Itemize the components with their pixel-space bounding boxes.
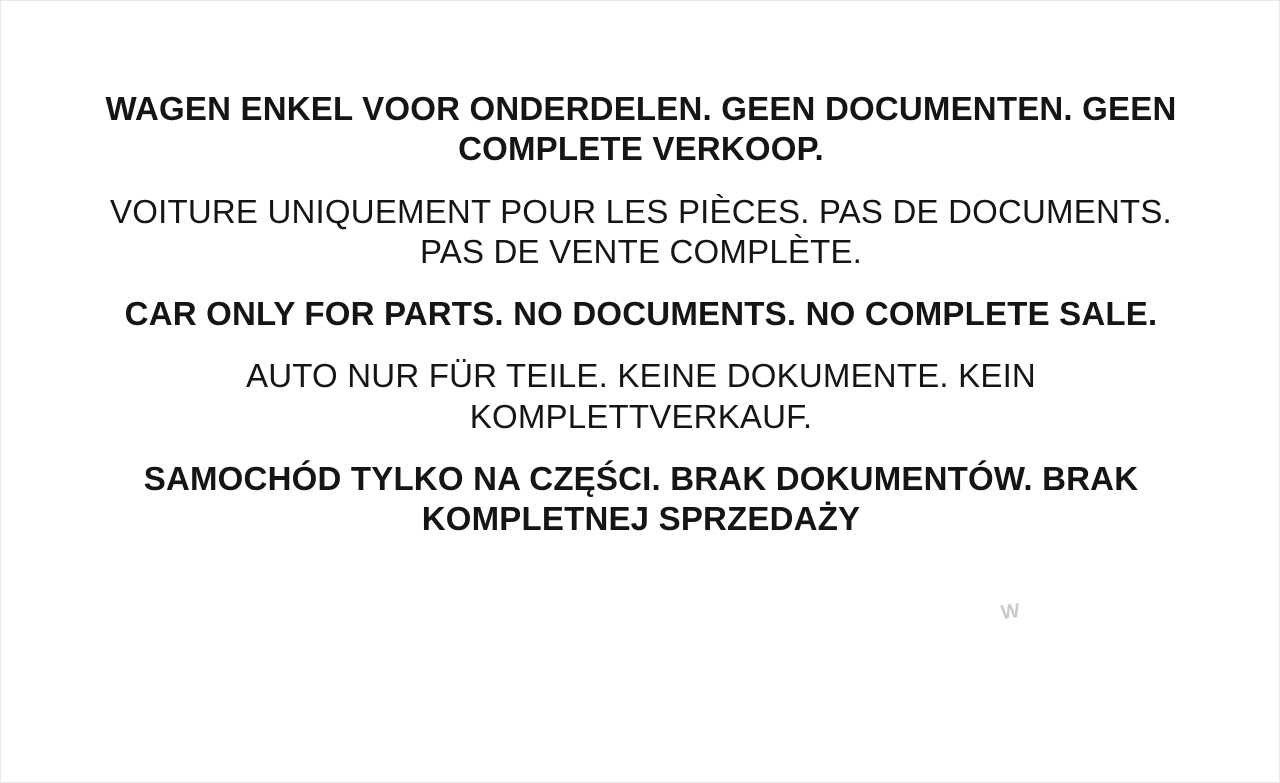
notice-line-german: AUTO NUR FÜR TEILE. KEINE DOKUMENTE. KEIN KOMPLETTVERKAUF. — [246, 357, 1036, 435]
notice-line-polish: SAMOCHÓD TYLKO NA CZĘŚCI. BRAK DOKUMENTÓW. BRAK KOMPLETNEJ SPRZEDAŻY — [143, 459, 1139, 537]
notice-line-french: VOITURE UNIQUEMENT POUR LES PIÈCES. PAS DE DOCUMENTS. PAS DE VENTE COMPLÈTE. — [110, 192, 1172, 270]
notice-stack — [91, 89, 1191, 539]
notice-line-english: CAR ONLY FOR PARTS. NO DOCUMENTS. NO COMPLETE SALE. — [124, 295, 1158, 332]
notice-line-dutch: WAGEN ENKEL VOOR ONDERDELEN. GEEN DOCUMENTEN. GEEN COMPLETE VERKOOP. — [105, 90, 1177, 168]
watermark-text: W — [999, 599, 1023, 625]
